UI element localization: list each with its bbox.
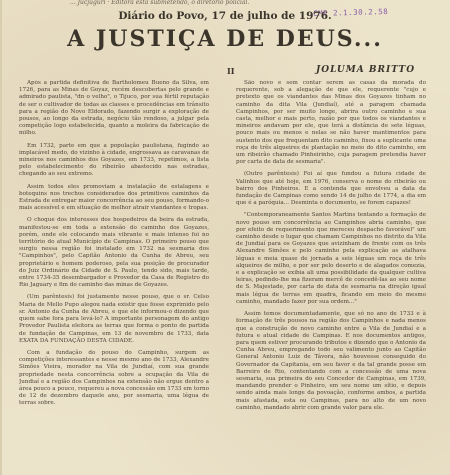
paragraph: O choque dos interesses dos hospedeiros da beira da estrada, manifestou-se em toda a extensão do caminho dos Goyazes, porém, onde ele colocando mais vibrante e mais intenso foi no território do atual Município de Campinas. O primeiro pouso que surgiu nessa região foi instalado em 1732 na sesmaria dos "Campinhos", pelo Capitão Antonio da Cunha de Abreu, seu proprietário e homem poderoso, pela sua posição de procurador do Juiz Ordinário da Cidade de S. Paulo, tendo sido, mais tarde, entre 1734-35 desembargador e Provedor da Casa de Registro do Rio Jaguary e fim do caminho das minas de Goyazes. (19, 217, 209, 289)
paragraph: Em 1732, parte em que a população paulistana, fugindo ao implacável medo, do vizinho à cidade, engrossava as caravanas de mineiros nos caminhos dos Goyazes, em 1733, repetimos, a lista pelo estabelecimento do ribeirão abastecido nas estradas, chegando ao seu extremo. (19, 142, 209, 178)
article-headline: A JUSTIÇA DE DEUS... (67, 26, 383, 52)
paragraph: São novo e sem contar serem as casas da morada do requerente, sob a alegação de que ele, requerente "cujo e pretexto que os viandantes das Minas dos Goyazes tinham no caminho da dita Vila (Jundiaí), até a paragem chamada Campinhos, por ser muito longe, abrira outro caminho e sua casta, melhor e mais perto, razão por que todos os viandantes e mineiros andavam por ele, que terá a distância de sete léguas, pouco mais ou menos e nelas se não haver mantimentos para sustento dos que frequentam dito caminho, fixou a suplicante uma roça de três alqueires de plantação no meio do dito caminho, em um ribeirão chamado Pinheirinho, cuja paragem pretendia haver por carta de data de sesmaria". (236, 80, 426, 166)
article-author: JOLUMA BRITTO (316, 65, 416, 75)
paragraph: (Um parêntesis) foi justamente nesse pouso, que o sr. Celso Maria de Mello Pupo alegou nada existir que fosse exprimido pelo sr. Antonio da Cunha de Abreu, e que ele informou-o dizendo que quem sabe fora para levá-lo? A importante personagem do antigo Provedor Paulista eleitora as terras que forma o ponto de partida de fundação de Campinas, em 13 de novembro de 1733, data EXATA DA FUNDAÇÃO DESTA CIDADE. (19, 294, 209, 344)
paragraph: Após a partida definitiva de Bartholomeu Bueno da Silva, em 1726, para as Minas de Goyaz, recém descobertas pelo grande e admirado paulista, "dn o velho", o Tijuco, por sua fértil reputação de ser o cultivador de todas as classes e procedências em trânsito para a região do Novo Eldorado, fazendo surgir a exploração de pousos, ao longo da estrada, negócio tão rendoso, a julgar pela competição logo estabelecida, quanto a moleira da fabricação de milho. (19, 80, 209, 137)
article-left-column (19, 80, 209, 475)
paragraph: Assim todos eles promoviam a instalação de estalagens e botequins nos trechos considerados dos primitivos caminhos da Estrada de entregar maior concorrência ao seu pouso, formando-o mais acessível e em situação de melhor atrair viandantes e tropas. (19, 183, 209, 212)
article-right-column (236, 80, 426, 475)
archive-stamp: CMP 2.1.30.2.58 (312, 7, 389, 18)
paragraph: Assim temos documentadamente, que só no ano de 1733 e à formação de três pousos na região dos Campinhos e nada menos que a construção de novo caminho entre a Vila de Jundiaí e a futura e atual cidade de Campinas. E nos documentos antigos, para quem estiver procurando tributos e dizendo que o Antonio da Cunha Abreu, empregando todo seu valimento junto ao Capitão General Antonio Luiz de Távora, não houvesse conseguido do Governador da Capitania, em seu favor e da tal grande posse em Barreiro de Rio, contentando com a concessão de uma nova sesmaria, sua primeira do seu Concedor de Campinas, em 1739, mandando prender o Pinheiro, em seu nome um sítio, e depois sendo ainda mais longe da povoação, conforme ambos, a partida mais afastada, esta ou Campinas, para no alto de um novo caminho, mandado abrir com grande valor para ele. (236, 311, 426, 411)
cut-off-top-line: ... Jucjuguri · Editora está submetendo, o diretório policial. (70, 0, 250, 6)
newspaper-dateline: Diário do Povo, 17 de julho de 1976. (118, 10, 332, 22)
paragraph: "Contemporaneamente Santos Martins tentando a formação de novo pouso em concorrência ao Campinhos abria caminho, que por efeito de requerimento que mereceu despacho favorável" um caminho desde o lugar que chamam Campinhos no distrito da Vila de Jundiaí para os Goyazes que avizinham de frente com os três Alexandre Simões e pelo caminho pela explicação as atalhava léguas e meia quase de jornada a seis léguas um roça de três alqueires de milho, e por ser pelo deserto e de alagados comezia, e a explicação se exibia ali uma possibilidade da qualquer cultiva leiras, pedindo-lhe ma fizeram mercê de concedê-las ao seu nome de S. Majestade, por carta de data de sesmaria na direção igual mais légua de terras em quadra, ficando em meio do mesmo caminho, mandado fazer por sua ordem..." (236, 212, 426, 305)
paragraph: (Outro parêntesis) Foi aí que fundou a futura cidade de Valinhos que até hoje, em 1976, conserva o nome do ribeirão ou bairro dos Pinheiros. E a contenda que envolveu a data da fundação de Campinas como sendo 14 de julho de 1774, a dia em que é a paróquia... Desminta o documento, se forem capazes! (236, 171, 426, 207)
section-numeral: II (227, 66, 235, 76)
paragraph: Com a fundação do pouso do Campinho, surgem as competições interessantes e nesse mesmo ano de 1733, Alexandre Simões Vieira, morador na Vila de Jundiaí, com sua grande propriedade nesta concorrência sobre a ocupação da Vila de Jundiaí e a região dos Campinhos na extensão não ergue dentro a área pouco a pouco, requereu a nova concessão em 1733 em torno de 12 de dezembro daquele ano, por sesmaria, uma légua de terras sobre. (19, 349, 209, 407)
paper-edge (0, 0, 2, 475)
